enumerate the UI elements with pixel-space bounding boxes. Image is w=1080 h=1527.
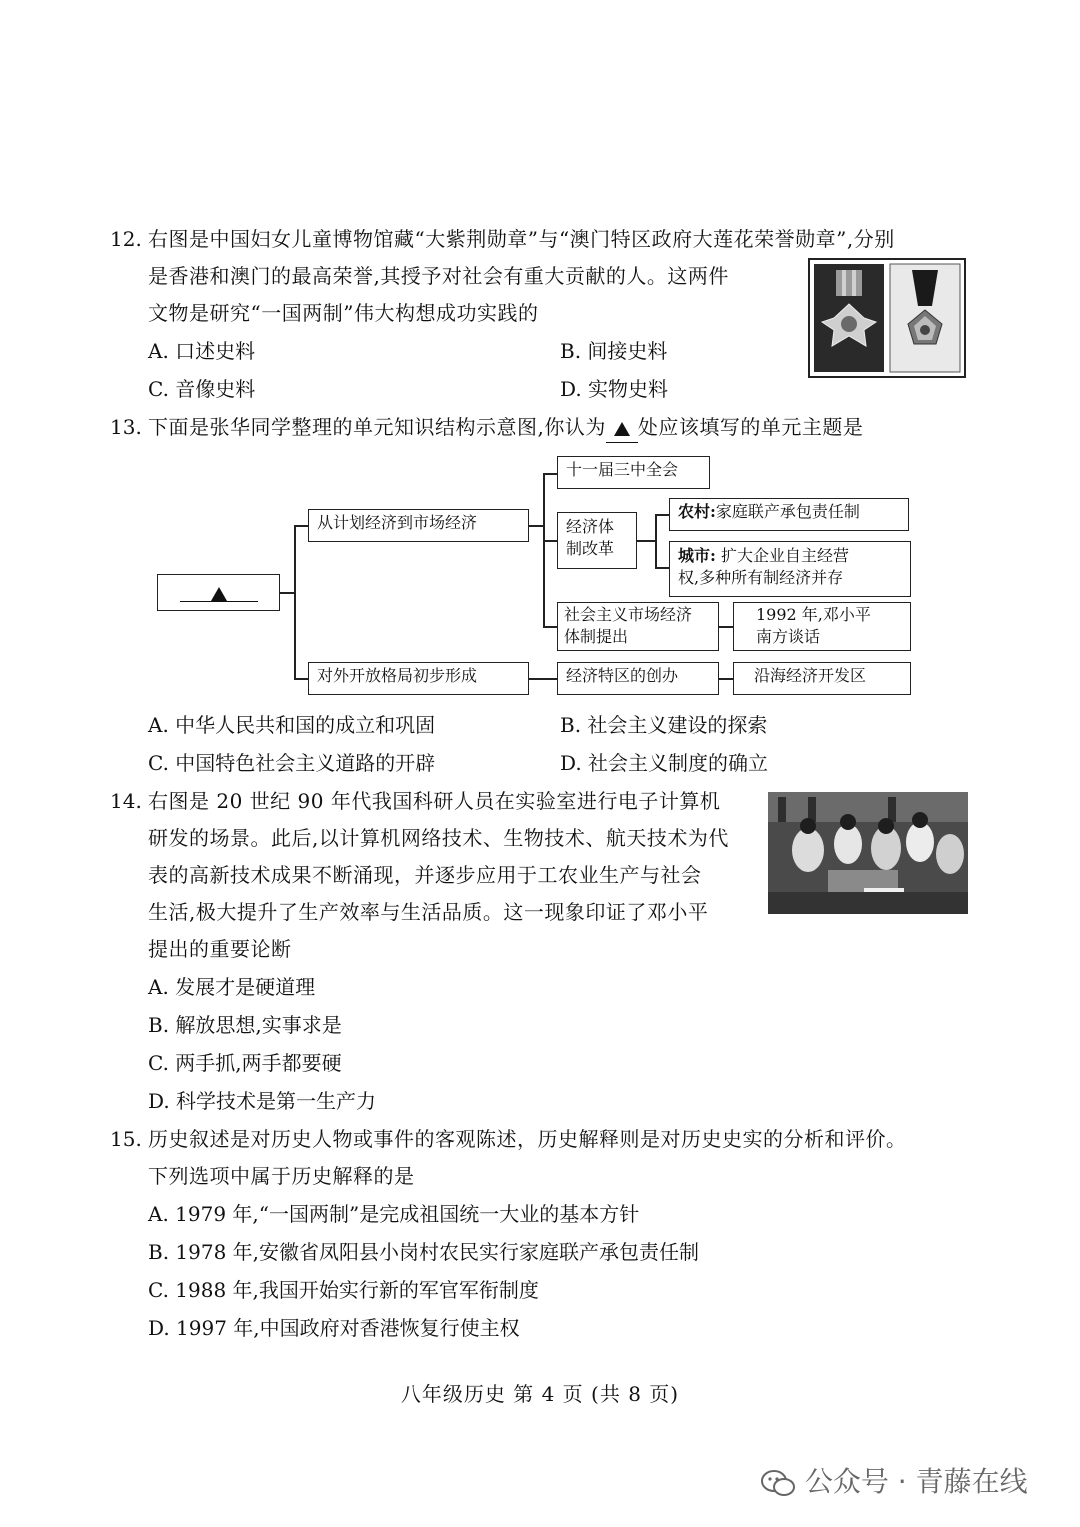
question-12-option-c[interactable]: C. 音像史料	[148, 377, 256, 401]
question-14-option-c[interactable]: C. 两手抓,两手都要硬	[148, 1051, 342, 1075]
answer-blank	[606, 412, 638, 443]
question-14-stem-line-4: 生活,极大提升了生产效率与生活品质。这一现象印证了邓小平	[148, 900, 709, 924]
diagram-box-urban	[669, 541, 911, 597]
urban-text-2: 权,多种所有制经济并存	[678, 568, 844, 587]
question-13-stem	[148, 412, 863, 443]
question-13-option-b[interactable]: B. 社会主义建设的探索	[560, 713, 768, 737]
question-12-number: 12.	[110, 227, 142, 251]
southern-tour-line-1: 1992 年,邓小平	[756, 605, 871, 624]
question-12-option-d[interactable]: D. 实物史料	[560, 377, 669, 401]
question-15-option-d[interactable]: D. 1997 年,中国政府对香港恢复行使主权	[148, 1316, 520, 1340]
triangle-marker-icon	[211, 587, 227, 601]
diagram-box-economic-reform	[557, 512, 637, 569]
diagram-box-southern-tour	[733, 602, 911, 651]
economic-reform-line-2: 制改革	[566, 539, 615, 558]
question-12-option-a[interactable]: A. 口述史料	[148, 339, 256, 363]
question-14-stem-line-3: 表的高新技术成果不断涌现，并逐步应用于工农业生产与社会	[148, 863, 702, 887]
economic-reform-line-1: 经济体	[566, 517, 615, 536]
urban-text-1: 扩大企业自主经营	[715, 546, 850, 565]
question-12-stem-line-3: 文物是研究“一国两制”伟大构想成功实践的	[148, 301, 539, 325]
question-13-option-c[interactable]: C. 中国特色社会主义道路的开辟	[148, 751, 436, 775]
diagram-box-opening-up: 对外开放格局初步形成	[308, 662, 529, 695]
watermark	[760, 1460, 1028, 1500]
question-13-option-d[interactable]: D. 社会主义制度的确立	[560, 751, 769, 775]
southern-tour-line-2: 南方谈话	[756, 627, 821, 646]
rural-label: 农村:	[678, 502, 716, 521]
question-14-option-d[interactable]: D. 科学技术是第一生产力	[148, 1089, 377, 1113]
question-15-stem-line-1: 历史叙述是对历史人物或事件的客观陈述，历史解释则是对历史史实的分析和评价。	[148, 1127, 907, 1151]
question-12-stem-line-1: 右图是中国妇女儿童博物馆藏“大紫荆勋章”与“澳门特区政府大莲花荣誉勋章”,分别	[148, 227, 895, 251]
question-14-stem-line-5: 提出的重要论断	[148, 937, 292, 961]
diagram-box-rural	[669, 498, 909, 531]
wechat-icon	[760, 1468, 796, 1498]
page-footer: 八年级历史 第 4 页 (共 8 页)	[400, 1382, 680, 1406]
question-13-stem-before: 下面是张华同学整理的单元知识结构示意图,你认为	[148, 415, 606, 439]
diagram-box-third-plenum: 十一届三中全会	[557, 456, 710, 489]
question-15-option-a[interactable]: A. 1979 年,“一国两制”是完成祖国统一大业的基本方针	[148, 1202, 640, 1226]
question-15-option-b[interactable]: B. 1978 年,安徽省凤阳县小岗村农民实行家庭联产承包责任制	[148, 1240, 700, 1264]
urban-label: 城市:	[678, 546, 716, 565]
lab-scene-illustration	[768, 792, 968, 914]
rural-text: 家庭联产承包责任制	[715, 502, 860, 521]
question-15-stem-line-2: 下列选项中属于历史解释的是	[148, 1164, 415, 1188]
question-14-stem-line-1: 右图是 20 世纪 90 年代我国科研人员在实验室进行电子计算机	[148, 789, 721, 813]
question-14-stem-line-2: 研发的场景。此后,以计算机网络技术、生物技术、航天技术为代	[148, 826, 729, 850]
diagram-box-market-economy	[557, 602, 719, 651]
question-14-option-b[interactable]: B. 解放思想,实事求是	[148, 1013, 342, 1037]
question-15-option-c[interactable]: C. 1988 年,我国开始实行新的军官军衔制度	[148, 1278, 539, 1302]
medals-photo	[808, 258, 966, 378]
diagram-root-blank	[180, 583, 258, 602]
question-13-stem-after: 处应该填写的单元主题是	[637, 415, 864, 439]
question-13-option-a[interactable]: A. 中华人民共和国的成立和巩固	[148, 713, 436, 737]
watermark-text: 公众号 · 青藤在线	[804, 1465, 1028, 1498]
question-15-number: 15.	[110, 1127, 142, 1151]
question-14-number: 14.	[110, 789, 142, 813]
diagram-root-box	[157, 574, 280, 611]
lab-photo	[768, 792, 968, 914]
question-13-number: 13.	[110, 415, 142, 439]
triangle-marker-icon	[614, 422, 630, 436]
question-14-option-a[interactable]: A. 发展才是硬道理	[148, 975, 316, 999]
diagram-box-special-zones: 经济特区的创办	[557, 662, 719, 695]
diagram-box-plan-to-market: 从计划经济到市场经济	[308, 509, 529, 542]
medals-illustration	[810, 260, 964, 376]
question-12-option-b[interactable]: B. 间接史料	[560, 339, 668, 363]
question-12-stem-line-2: 是香港和澳门的最高荣誉,其授予对社会有重大贡献的人。这两件	[148, 264, 729, 288]
market-economy-line-1: 社会主义市场经济	[564, 605, 693, 624]
diagram-box-coastal-zones: 沿海经济开发区	[733, 662, 911, 695]
market-economy-line-2: 体制提出	[564, 627, 629, 646]
